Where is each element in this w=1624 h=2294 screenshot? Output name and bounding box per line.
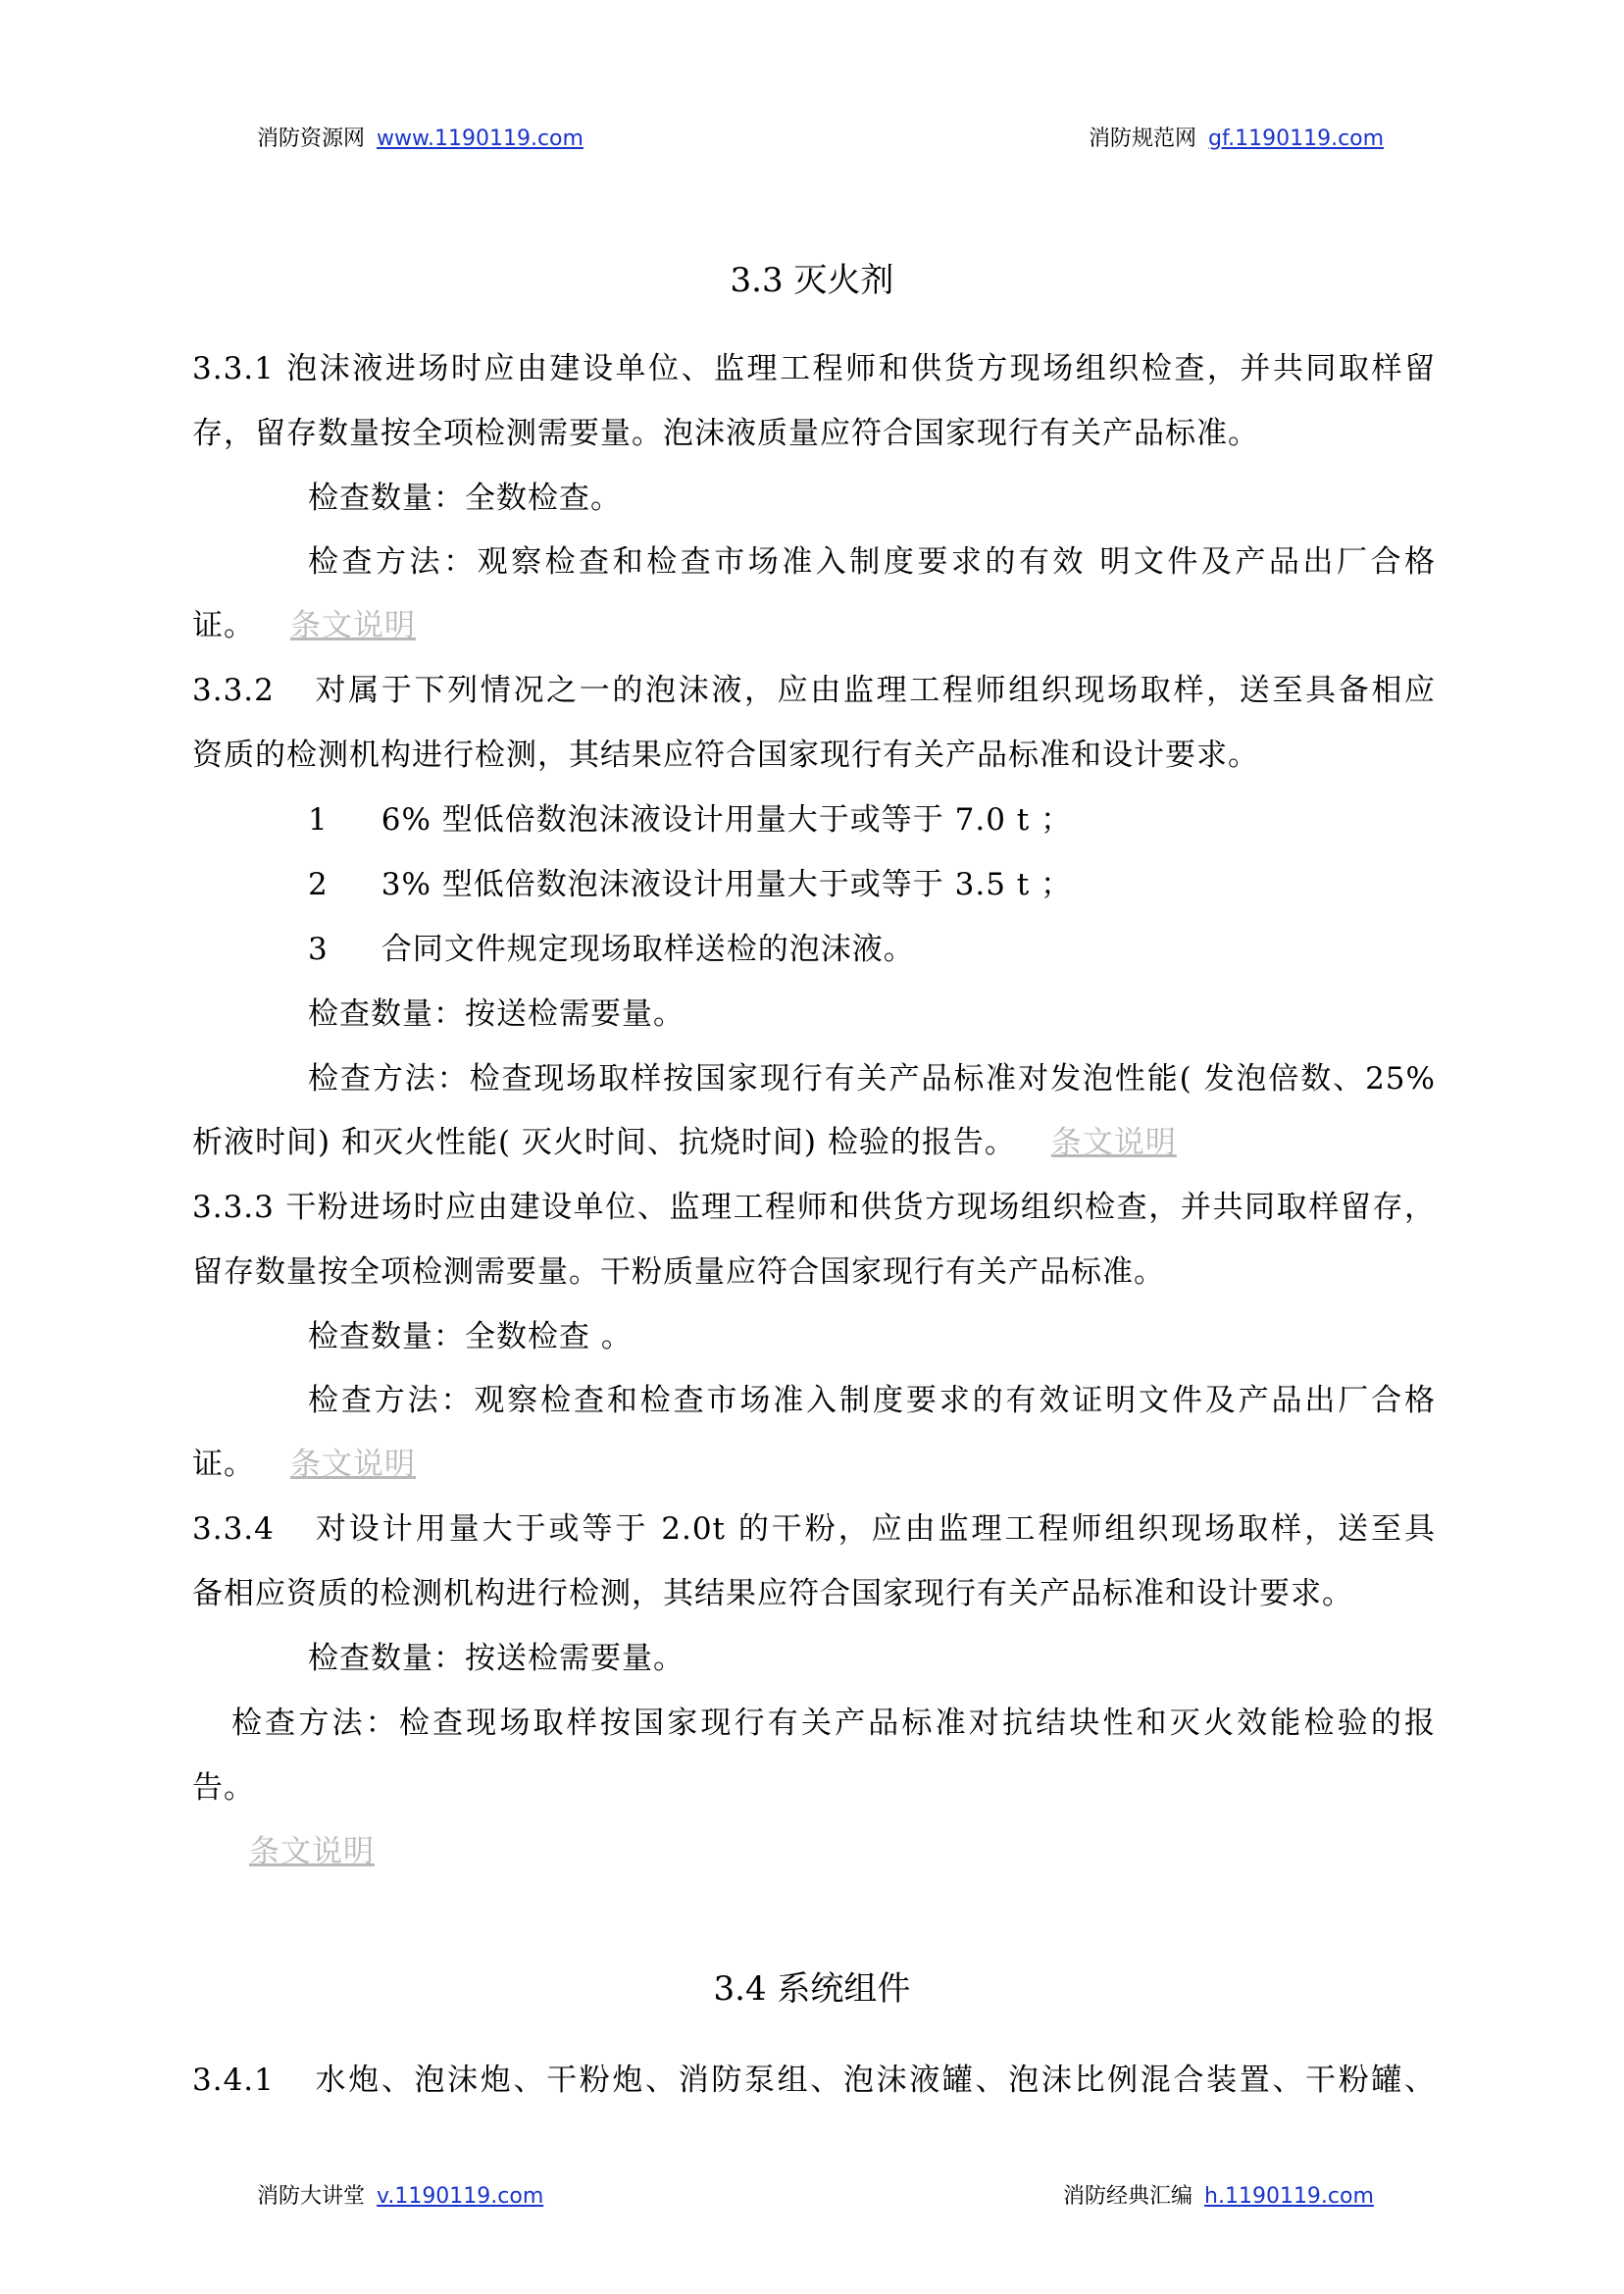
header-left-link[interactable]: www.1190119.com	[377, 127, 584, 151]
clause-3-3-1-check-method-end-text: 证。	[192, 608, 255, 643]
list-item-number: 2	[308, 867, 329, 902]
footer-left	[257, 2179, 543, 2210]
section-title-3-4: 3.4 系统组件	[713, 1969, 911, 2009]
clause-3-3-4-check-quantity: 检查数量：按送检需要量。	[308, 1641, 685, 1676]
clause-3-3-1-line-2: 存，留存数量按全项检测需要量。泡沫液质量应符合国家现行有关产品标准。	[192, 416, 1259, 451]
clause-3-3-3-line-2: 留存数量按全项检测需要量。干粉质量应符合国家现行有关产品标准。	[192, 1254, 1165, 1290]
clause-3-3-4-note	[214, 1826, 375, 1870]
clause-3-3-2-check-method-end-text: 析液时间) 和灭火性能( 灭火时间、抗烧时间) 检验的报告。	[192, 1125, 1016, 1160]
clause-3-3-2-text: 对属于下列情况之一的泡沫液，应由监理工程师组织现场取样，送至具备相应	[313, 673, 1436, 708]
footer-left-label: 消防大讲堂	[257, 2184, 366, 2209]
clause-3-3-4-line-1	[192, 1504, 1436, 1548]
clause-3-3-2-line-1	[192, 665, 1436, 709]
clause-note-link[interactable]: 条文说明	[290, 1447, 416, 1482]
clause-note-link[interactable]: 条文说明	[1050, 1125, 1177, 1160]
footer-left-link[interactable]: v.1190119.com	[377, 2184, 544, 2209]
list-item-text: 3% 型低倍数泡沫液设计用量大于或等于 3.5 t ；	[381, 867, 1073, 902]
header-right-link[interactable]: gf.1190119.com	[1208, 127, 1385, 151]
clause-number: 3.4.1	[192, 2063, 275, 2098]
clause-3-3-3-check-method-end-text: 证。	[192, 1447, 255, 1482]
clause-3-3-4-check-method-end: 告。	[192, 1770, 255, 1806]
list-item-number: 1	[308, 802, 329, 838]
clause-3-3-4-text: 对设计用量大于或等于 2.0t 的干粉，应由监理工程师组织现场取样，送至具	[313, 1511, 1436, 1547]
clause-3-3-4-check-method: 检查方法：检查现场取样按国家现行有关产品标准对抗结块性和灭火效能检验的报	[231, 1706, 1436, 1741]
header-left-label: 消防资源网	[257, 127, 366, 151]
clause-3-4-1-text: 水炮、泡沫炮、干粉炮、消防泵组、泡沫液罐、泡沫比例混合装置、干粉罐、	[313, 2063, 1436, 2098]
clause-3-3-1-line-1: 3.3.1 泡沫液进场时应由建设单位、监理工程师和供货方现场组织检查，并共同取样留	[192, 351, 1436, 386]
clause-3-3-2-check-method-end	[192, 1117, 1177, 1161]
list-item-text: 6% 型低倍数泡沫液设计用量大于或等于 7.0 t ；	[381, 802, 1073, 838]
clause-3-3-3-check-quantity: 检查数量：全数检查 。	[308, 1319, 633, 1354]
header-right	[1089, 122, 1384, 152]
clause-3-3-2-check-quantity: 检查数量：按送检需要量。	[308, 996, 685, 1032]
clause-3-3-1-check-quantity: 检查数量：全数检查。	[308, 481, 622, 516]
list-item	[308, 794, 1072, 839]
clause-number: 3.3.2	[192, 673, 275, 708]
clause-note-link[interactable]: 条文说明	[290, 608, 416, 643]
clause-3-3-2-check-method: 检查方法：检查现场取样按国家现行有关产品标准对发泡性能( 发泡倍数、25%	[308, 1061, 1436, 1096]
header-left	[257, 122, 584, 152]
list-item-text: 合同文件规定现场取样送检的泡沫液。	[381, 932, 915, 967]
list-item-number: 3	[308, 932, 329, 967]
header-right-label: 消防规范网	[1089, 127, 1197, 151]
clause-3-3-3-line-1: 3.3.3 干粉进场时应由建设单位、监理工程师和供货方现场组织检查，并共同取样留存，	[192, 1190, 1436, 1225]
footer-right-label: 消防经典汇编	[1063, 2184, 1193, 2209]
clause-3-4-1-line-1	[192, 2055, 1436, 2099]
list-item	[308, 859, 1072, 903]
clause-3-3-2-line-2: 资质的检测机构进行检测，其结果应符合国家现行有关产品标准和设计要求。	[192, 738, 1259, 773]
clause-3-3-4-line-2: 备相应资质的检测机构进行检测，其结果应符合国家现行有关产品标准和设计要求。	[192, 1576, 1353, 1611]
footer-right	[1063, 2179, 1374, 2210]
clause-3-3-1-check-method: 检查方法：观察检查和检查市场准入制度要求的有效 明文件及产品出厂合格	[308, 544, 1436, 580]
clause-3-3-3-check-method: 检查方法：观察检查和检查市场准入制度要求的有效证明文件及产品出厂合格	[308, 1383, 1436, 1418]
section-title-3-3: 3.3 灭火剂	[730, 261, 894, 300]
clause-note-link[interactable]: 条文说明	[249, 1834, 375, 1869]
clause-number: 3.3.4	[192, 1511, 275, 1547]
list-item	[308, 924, 915, 968]
footer-right-link[interactable]: h.1190119.com	[1204, 2184, 1374, 2209]
clause-3-3-1-check-method-end	[192, 600, 416, 644]
clause-3-3-3-check-method-end	[192, 1439, 416, 1483]
